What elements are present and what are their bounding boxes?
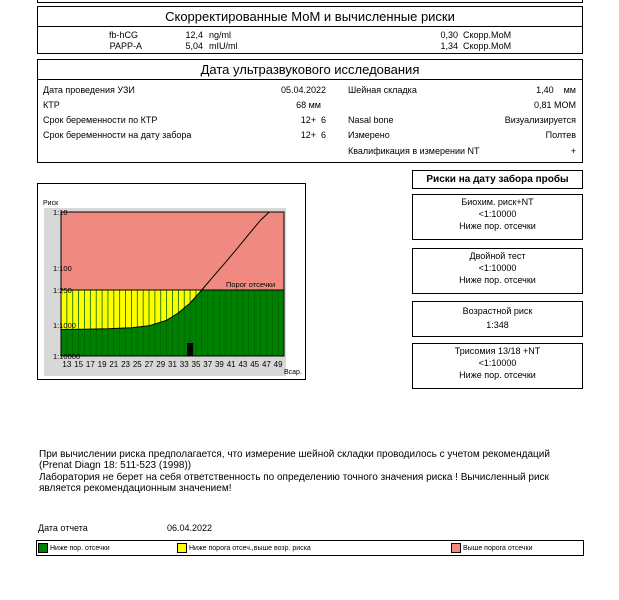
mom-section-body (37, 27, 583, 54)
chart-x-tick-label: 23 (121, 360, 131, 369)
risk-box-value: <1:10000 (478, 358, 517, 368)
chart-x-tick-label: 29 (156, 360, 166, 369)
risk-box-name: Возрастной риск (462, 306, 533, 316)
chart-x-tick-label: 39 (214, 360, 224, 369)
us-section-title-frame (37, 59, 583, 80)
risks-title-box (412, 170, 583, 189)
chart-x-tick-label: 17 (85, 360, 95, 369)
chart-x-tick-label: 37 (203, 360, 213, 369)
legend-item-yellow (177, 543, 311, 553)
legend-bar (36, 540, 584, 556)
analyte-name: PAPP-A (109, 41, 142, 51)
legend-label: Выше порога отсечки (463, 544, 533, 552)
risk-box-note: Ниже пор. отсечки (459, 370, 536, 380)
analyte-value: 12,4 (185, 30, 203, 40)
chart-x-tick-label: 33 (179, 360, 189, 369)
us-right-value: Визуализируется (504, 115, 576, 125)
legend-label: Ниже пор. отсечки (50, 544, 110, 552)
chart-x-tick-label: 15 (74, 360, 84, 369)
us-left-label: КТР (43, 100, 60, 110)
us-section-title: Дата ультразвукового исследования (200, 62, 420, 77)
chart-x-tick-label: 35 (191, 360, 201, 369)
us-left-value: 12+ 6 (300, 130, 326, 140)
risk-box-value: <1:10000 (478, 263, 517, 273)
risk-box-value: <1:10000 (478, 209, 517, 219)
analyte-value: 5,04 (185, 41, 203, 51)
us-left-value: 68 мм (296, 100, 321, 110)
chart-y-tick-label: 1:1000 (53, 321, 76, 330)
risk-box-name: Двойной тест (469, 251, 526, 261)
chart-y-tick-label: 1:100 (53, 264, 72, 273)
chart-x-tick-label: 45 (250, 360, 260, 369)
chart-patient-marker (187, 343, 193, 356)
us-right-label: Шейная складка (348, 85, 417, 95)
risk-box-double-test (412, 248, 583, 294)
us-section-body (37, 80, 583, 163)
mom-section-title-frame (37, 6, 583, 27)
chart-y-tick-label: 1:250 (53, 286, 72, 295)
chart-x-tick-label: 43 (238, 360, 248, 369)
analyte-unit: mIU/ml (209, 41, 238, 51)
chart-xlabel: Всар. (284, 369, 302, 376)
legend-swatch-yellow (177, 543, 187, 553)
analyte-mom: 1,34 (440, 41, 458, 51)
risk-box-trisomy (412, 343, 583, 389)
us-right-value: 0,81 МОМ (533, 100, 576, 110)
risk-chart-frame (37, 183, 306, 380)
analyte-unit: ng/ml (209, 30, 232, 40)
analyte-mom-label: Скорр.МоМ (463, 41, 512, 51)
risk-box-value: 1:348 (486, 320, 509, 330)
chart-x-tick-label: 21 (109, 360, 119, 369)
us-right-label: Квалификация в измерении NT (348, 146, 480, 156)
risk-box-biochem (412, 194, 583, 240)
chart-y-tick-label: 1:10000 (53, 352, 81, 361)
chart-x-tick-label: 13 (62, 360, 72, 369)
legend-item-green (38, 543, 110, 553)
us-right-value: 1,40 мм (536, 85, 576, 95)
risk-box-name: Биохим. риск+NT (461, 197, 534, 207)
chart-x-tick-label: 47 (261, 360, 271, 369)
risk-box-name: Трисомия 13/18 +NT (454, 346, 541, 356)
analyte-mom: 0,30 (440, 30, 458, 40)
mom-section-title: Скорректированные МоМ и вычисленные риски (165, 9, 455, 24)
us-right-label: Nasal bone (348, 115, 394, 125)
us-right-label: Измерено (348, 130, 390, 140)
analyte-name: fb-hCG (108, 30, 138, 40)
chart-zone-above-cutoff (61, 212, 284, 290)
risks-title: Риски на дату забора пробы (426, 174, 569, 185)
legend-label: Ниже порога отсеч.,выше возр. риска (189, 544, 311, 552)
note-recommendation: При вычислении риска предполагается, что измерение шейной складки проводилось с учетом рекомендаций (Prenat Diagn 18: 511-523 (1998)) (39, 449, 550, 471)
chart-x-tick-label: 41 (226, 360, 236, 369)
us-left-label: Срок беременности по КТР (43, 115, 158, 125)
us-left-label: Дата проведения УЗИ (43, 85, 135, 95)
note-disclaimer: Лаборатория не берет на себя ответственность по определению точного значения риска ! Вычисленный риск является рекомендационным значением! (39, 472, 549, 494)
chart-x-tick-label: 19 (97, 360, 107, 369)
report-date-value: 06.04.2022 (167, 523, 213, 533)
previous-section-frame (37, 0, 583, 3)
us-right-value: Полтев (545, 130, 576, 140)
us-right-value: + (570, 146, 576, 156)
legend-swatch-green (38, 543, 48, 553)
legend-item-red (451, 543, 533, 553)
risk-box-age (412, 301, 583, 337)
chart-x-tick-label: 31 (168, 360, 177, 369)
analyte-mom-label: Скорр.МоМ (463, 30, 512, 40)
us-left-value: 12+ 6 (300, 115, 326, 125)
chart-x-tick-label: 27 (144, 360, 154, 369)
report-date-label: Дата отчета (38, 523, 88, 533)
risk-chart (38, 184, 305, 379)
chart-cutoff-label: Порог отсечки (226, 280, 276, 289)
risk-box-note: Ниже пор. отсечки (459, 221, 536, 231)
us-left-value: 05.04.2022 (280, 85, 326, 95)
legend-swatch-red (451, 543, 461, 553)
chart-y-tick-label: 1:10 (53, 208, 68, 217)
us-left-label: Срок беременности на дату забора (43, 130, 192, 140)
chart-ylabel: Риск (43, 200, 59, 207)
risk-box-note: Ниже пор. отсечки (459, 275, 536, 285)
chart-x-tick-label: 49 (273, 360, 283, 369)
chart-x-tick-label: 25 (132, 360, 142, 369)
